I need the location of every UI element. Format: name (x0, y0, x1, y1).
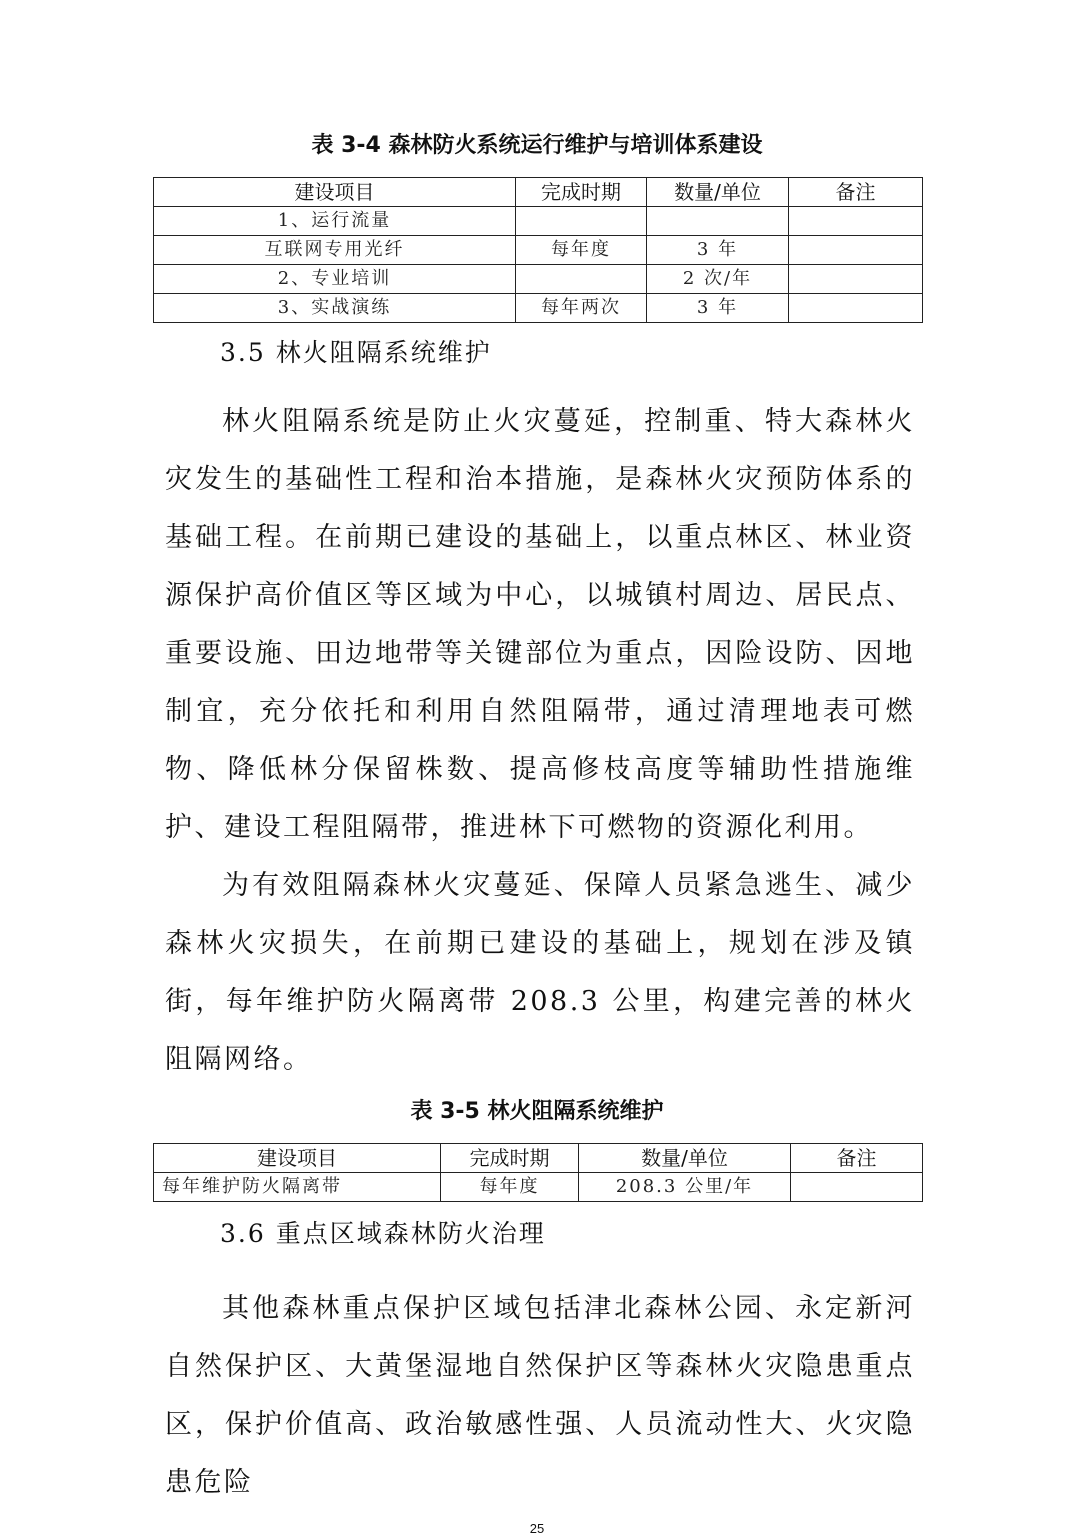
table-3-4-caption: 表 3-4 森林防火系统运行维护与培训体系建设 (311, 133, 763, 158)
cell (789, 236, 923, 265)
cell: 208.3 公里/年 (579, 1173, 791, 1202)
header-quantity: 数量/单位 (579, 1144, 791, 1173)
cell: 3 年 (647, 236, 789, 265)
table-row (154, 1173, 923, 1202)
table-3-4 (153, 177, 923, 323)
header-remarks: 备注 (789, 178, 923, 207)
section-3-6-heading: 3.6 重点区域森林防火治理 (220, 1219, 546, 1248)
header-quantity: 数量/单位 (647, 178, 789, 207)
header-period: 完成时期 (441, 1144, 579, 1173)
cell: 每年维护防火隔离带 (154, 1173, 441, 1202)
table-header-row (154, 178, 923, 207)
cell (516, 207, 647, 236)
table-row (154, 265, 923, 294)
cell: 每年度 (516, 236, 647, 265)
cell (516, 265, 647, 294)
header-period: 完成时期 (516, 178, 647, 207)
cell (789, 265, 923, 294)
table-3-5 (153, 1143, 923, 1202)
cell (789, 207, 923, 236)
cell: 互联网专用光纤 (154, 236, 516, 265)
table-row (154, 294, 923, 323)
header-project: 建设项目 (154, 1144, 441, 1173)
section-3-5-body (165, 393, 915, 1089)
cell: 1、运行流量 (154, 207, 516, 236)
cell: 3、实战演练 (154, 294, 516, 323)
header-project: 建设项目 (154, 178, 516, 207)
cell (789, 294, 923, 323)
cell: 2 次/年 (647, 265, 789, 294)
page-number: 25 (529, 1521, 545, 1536)
cell (791, 1173, 923, 1202)
section-3-6-body (165, 1280, 915, 1512)
paragraph: 林火阻隔系统是防止火灾蔓延，控制重、特大森林火灾发生的基础性工程和治本措施，是森林火灾预防体系的基础工程。在前期已建设的基础上，以重点林区、林业资源保护高价值区等区域为中心，以城镇村周边、居民点、重要设施、田边地带等关键部位为重点，因险设防、因地制宜，充分依托和利用自然阻隔带，通过清理地表可燃物、降低林分保留株数、提高修枝高度等辅助性措施维护、建设工程阻隔带，推进林下可燃物的资源化利用。 (165, 406, 915, 843)
section-3-5-heading: 3.5 林火阻隔系统维护 (220, 338, 492, 367)
cell: 2、专业培训 (154, 265, 516, 294)
cell (647, 207, 789, 236)
cell: 3 年 (647, 294, 789, 323)
table-row (154, 236, 923, 265)
table-3-5-caption: 表 3-5 林火阻隔系统维护 (410, 1099, 664, 1124)
table-row (154, 207, 923, 236)
table-header-row (154, 1144, 923, 1173)
cell: 每年两次 (516, 294, 647, 323)
header-remarks: 备注 (791, 1144, 923, 1173)
paragraph: 为有效阻隔森林火灾蔓延、保障人员紧急逃生、减少森林火灾损失，在前期已建设的基础上，规划在涉及镇街，每年维护防火隔离带 208.3 公里，构建完善的林火阻隔网络。 (165, 870, 915, 1075)
paragraph: 其他森林重点保护区域包括津北森林公园、永定新河自然保护区、大黄堡湿地自然保护区等森林火灾隐患重点区，保护价值高、政治敏感性强、人员流动性大、火灾隐患危险 (165, 1293, 915, 1498)
cell: 每年度 (441, 1173, 579, 1202)
